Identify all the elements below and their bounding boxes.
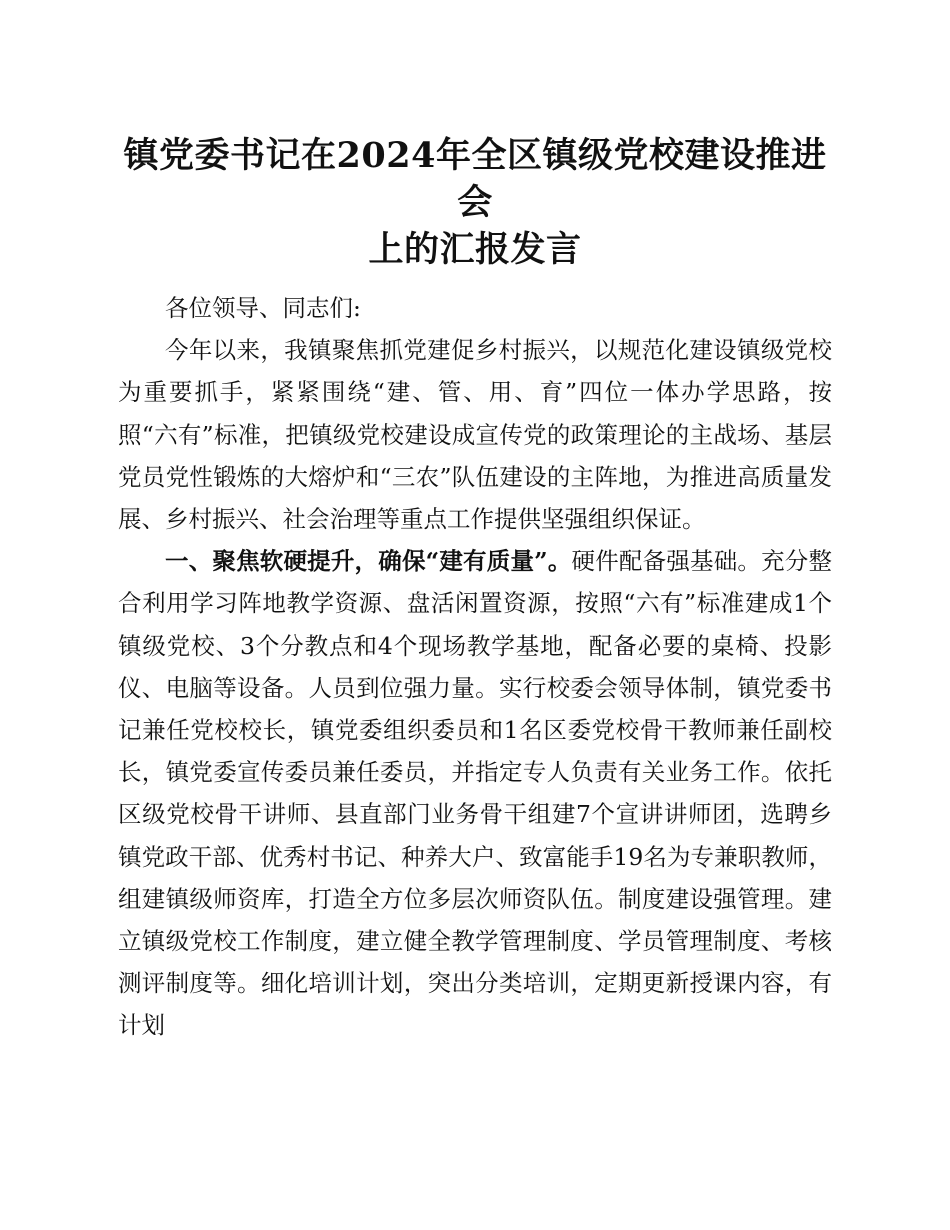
salutation: 各位领导、同志们:	[165, 294, 361, 322]
section-one-body: 硬件配备强基础。充分整合利用学习阵地教学资源、盘活闲置资源，按照“六有”标准建成1个镇级党校、3个分教点和4个现场教学基地，配备必要的桌椅、投影仪、电脑等设备。人员到位强力量。实行校委会领导体制，镇党委书记兼任党校校长，镇党委组织委员和1名区委党校骨干教师兼任副校长，镇党委宣传委员兼任委员，并指定专人负责有关业务工作。依托区级党校骨干讲师、县直部门业务骨干组建7个宣讲讲师团，选聘乡镇党政干部、优秀村书记、种养大户、致富能手19名为专兼职教师，组建镇级师资库，打造全方位多层次师资队伍。制度建设强管理。建立镇级党校工作制度，建立健全教学管理制度、学员管理制度、考核测评制度等。细化培训计划，突出分类培训，定期更新授课内容，有计划	[118, 547, 832, 1040]
paragraph-intro: 今年以来，我镇聚焦抓党建促乡村振兴，以规范化建设镇级党校为重要抓手，紧紧围绕“建、管、用、育”四位一体办学思路，按照“六有”标准，把镇级党校建设成宣传党的政策理论的主战场、基层党员党性锻炼的大熔炉和“三农”队伍建设的主阵地，为推进高质量发展、乡村振兴、社会治理等重点工作提供坚强组织保证。	[118, 336, 832, 534]
document-body	[118, 287, 832, 1047]
document-title	[118, 132, 832, 273]
title-line-2: 上的汇报发言	[368, 229, 582, 270]
section-one-heading: 一、聚焦软硬提升，确保“建有质量”。	[165, 547, 572, 576]
paragraph-section-one	[118, 540, 832, 1046]
title-line-1: 镇党委书记在2024年全区镇级党校建设推进会	[123, 135, 827, 223]
